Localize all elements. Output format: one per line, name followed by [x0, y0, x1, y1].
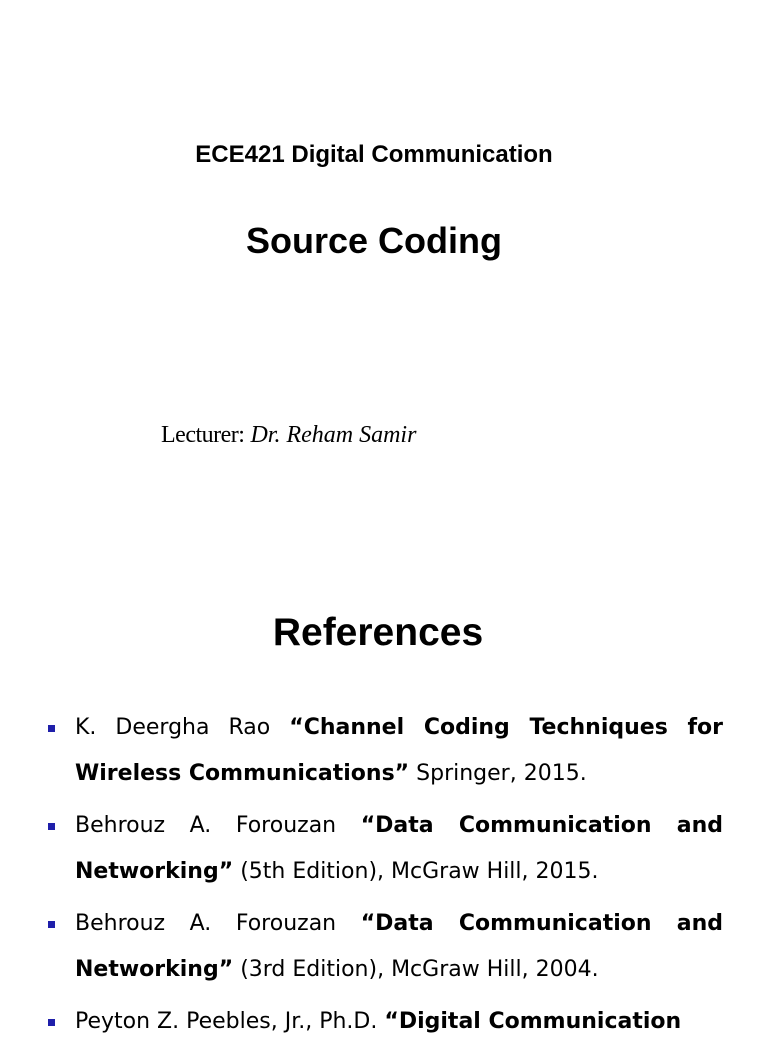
reference-title: “Data Communication and Networking”	[75, 911, 724, 982]
bullet-icon	[48, 1019, 55, 1026]
reference-item	[0, 705, 768, 797]
references-heading: References	[272, 611, 484, 654]
reference-author: Behrouz A. Forouzan	[75, 911, 337, 936]
reference-title: “Digital Communication	[384, 1009, 682, 1034]
reference-author: Peyton Z. Peebles, Jr., Ph.D.	[75, 1009, 378, 1034]
slide-topic-title: Source Coding	[245, 220, 502, 261]
reference-details: (5th Edition), McGraw Hill, 2015.	[240, 859, 599, 884]
reference-details: (3rd Edition), McGraw Hill, 2004.	[240, 957, 599, 982]
lecturer-name: Dr. Reham Samir	[250, 422, 417, 448]
reference-item	[0, 901, 768, 993]
reference-author: Behrouz A. Forouzan	[75, 813, 337, 838]
reference-author: K. Deergha Rao	[75, 715, 271, 740]
bullet-icon	[48, 921, 55, 928]
reference-details: Springer, 2015.	[416, 761, 587, 786]
slide-course-title: ECE421 Digital Communication	[195, 141, 553, 168]
reference-item	[0, 999, 768, 1045]
lecturer-line	[161, 420, 416, 450]
reference-title: “Channel Coding Techniques for Wireless Communications”	[75, 715, 723, 786]
reference-title: “Data Communication and Networking”	[75, 813, 724, 884]
bullet-icon	[48, 725, 55, 732]
reference-item	[0, 803, 768, 895]
lecturer-label: Lecturer:	[161, 422, 245, 448]
references-list	[0, 705, 768, 1051]
bullet-icon	[48, 823, 55, 830]
